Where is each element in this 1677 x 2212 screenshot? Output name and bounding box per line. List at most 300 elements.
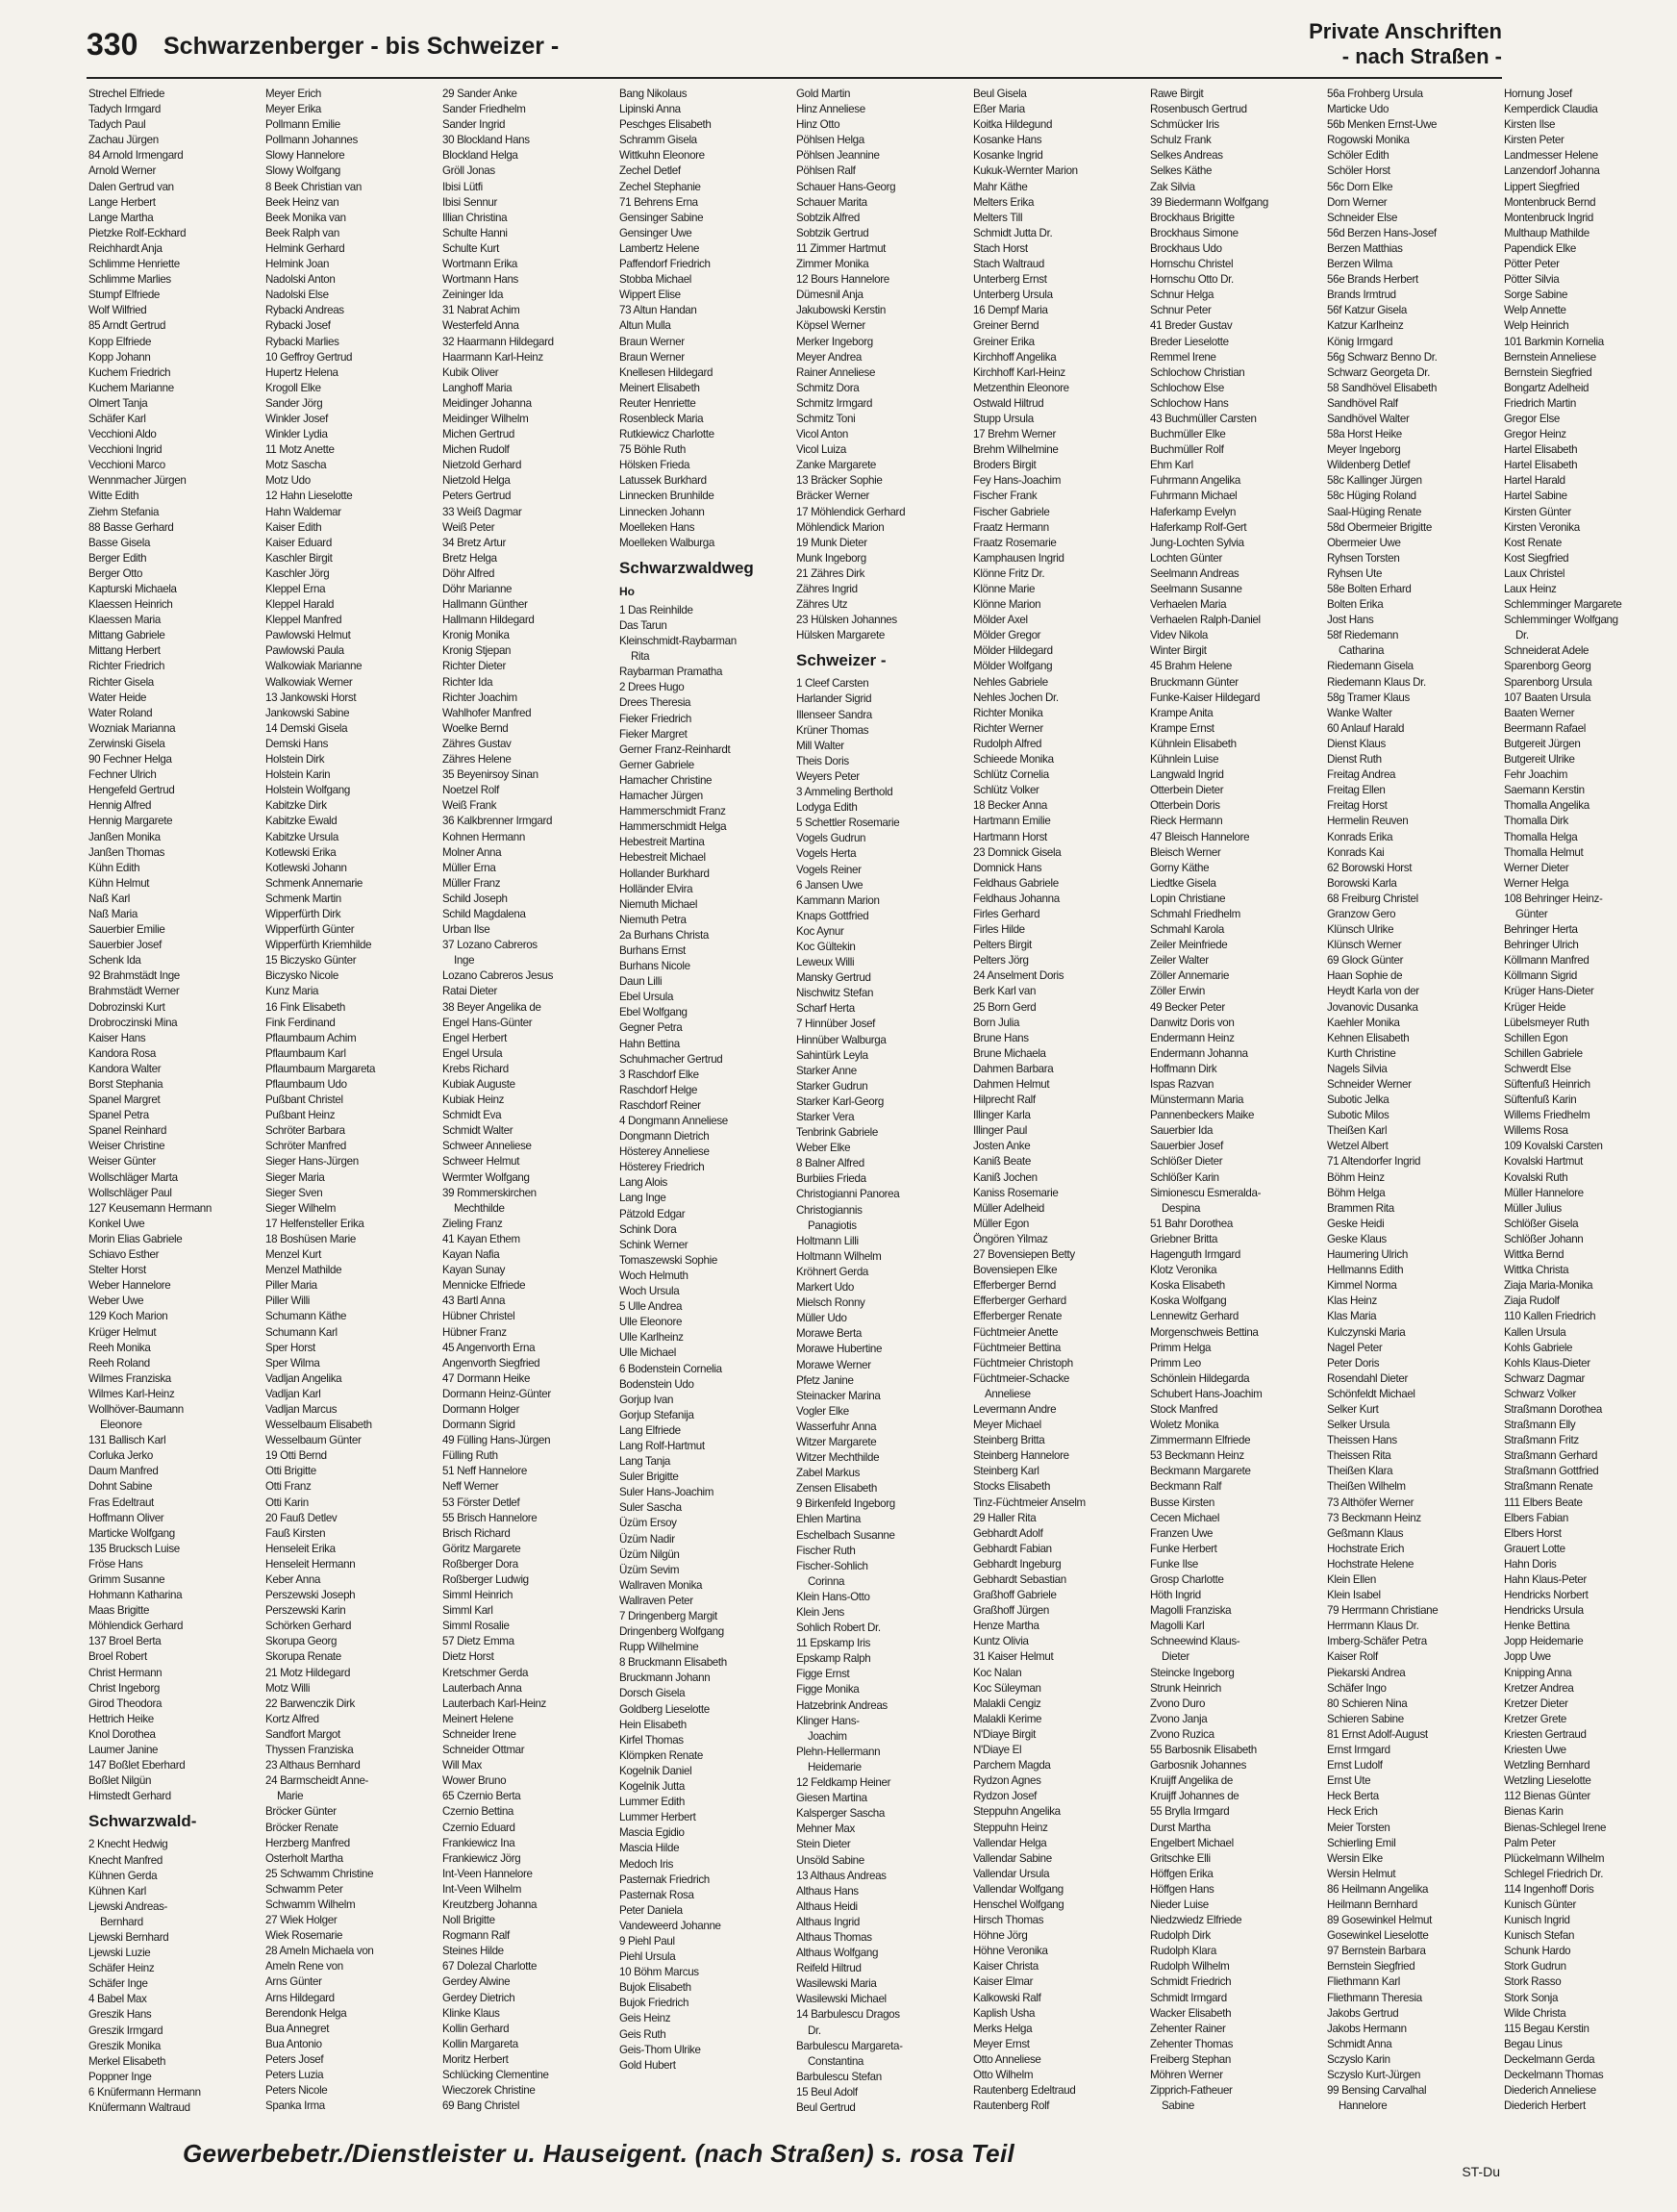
resident-entry: Schlimme Marlies bbox=[88, 273, 171, 287]
resident-entry: Schubert Hans-Joachim bbox=[1150, 1387, 1263, 1400]
resident-entry: 4 Babel Max bbox=[88, 1993, 147, 2006]
resident-entry: Figge Monika bbox=[796, 1683, 860, 1697]
directory-column bbox=[442, 87, 615, 2113]
resident-entry: Slowy Hannelore bbox=[265, 149, 345, 163]
resident-entry: Witte Edith bbox=[88, 490, 139, 503]
resident-entry: Strunk Heinrich bbox=[1150, 1681, 1222, 1695]
resident-entry: Lennewitz Gerhard bbox=[1150, 1310, 1239, 1323]
resident-entry: Wittka Christa bbox=[1504, 1264, 1569, 1277]
resident-entry: Boßlet Nilgün bbox=[88, 1774, 152, 1788]
resident-entry: Schmitz Dora bbox=[796, 381, 860, 394]
resident-entry: Vallendar Ursula bbox=[973, 1867, 1050, 1880]
resident-entry: 31 Nabrat Achim bbox=[442, 304, 520, 317]
resident-entry: 11 Motz Anette bbox=[265, 443, 335, 457]
resident-entry: Wallraven Peter bbox=[619, 1594, 693, 1607]
page-number: 330 bbox=[87, 27, 138, 62]
resident-entry: 45 Angenvorth Erna bbox=[442, 1341, 536, 1354]
resident-entry: 137 Broel Berta bbox=[88, 1635, 162, 1648]
resident-entry: Beckmann Ralf bbox=[1150, 1480, 1222, 1494]
resident-entry: Schneewind Klaus- bbox=[1150, 1635, 1240, 1648]
resident-entry: Ibisi Lütfi bbox=[442, 180, 483, 193]
resident-entry: 7 Hinnüber Josef bbox=[796, 1018, 876, 1031]
resident-entry: Berzen Matthias bbox=[1327, 241, 1403, 255]
resident-entry: Hinnüber Walburga bbox=[796, 1033, 887, 1046]
resident-entry: Willems Friedhelm bbox=[1504, 1109, 1590, 1122]
resident-entry: Melters Erika bbox=[973, 195, 1035, 209]
resident-entry: Schuhmacher Gertrud bbox=[619, 1052, 723, 1066]
resident-entry: Borowski Karla bbox=[1327, 876, 1397, 890]
resident-entry: Müller Erna bbox=[442, 861, 496, 874]
resident-entry: Starker Gudrun bbox=[796, 1079, 868, 1093]
resident-entry: 14 Demski Gisela bbox=[265, 721, 348, 735]
resident-entry: Kapturski Michaela bbox=[88, 583, 177, 595]
resident-entry: Rybacki Andreas bbox=[265, 304, 344, 317]
resident-entry: Krüger Hans-Dieter bbox=[1504, 985, 1594, 998]
resident-entry: Josten Anke bbox=[973, 1140, 1031, 1153]
resident-entry: Kriesten Uwe bbox=[1504, 1744, 1566, 1757]
resident-entry: Hallmann Günther bbox=[442, 598, 528, 612]
resident-entry: Woch Ursula bbox=[619, 1285, 680, 1298]
resident-entry: Meinert Helene bbox=[442, 1712, 513, 1725]
resident-entry: Funke Ilse bbox=[1150, 1557, 1198, 1571]
resident-entry: Kaehler Monika bbox=[1327, 1016, 1400, 1029]
resident-entry: 73 Altun Handan bbox=[619, 304, 697, 317]
resident-entry: Primm Helga bbox=[1150, 1341, 1212, 1354]
resident-entry: Zieling Franz bbox=[442, 1217, 503, 1230]
resident-entry: Theißen Klara bbox=[1327, 1465, 1393, 1478]
resident-entry: Schmidt Eva bbox=[442, 1109, 502, 1122]
resident-entry: Pasternak Friedrich bbox=[619, 1873, 710, 1886]
resident-entry: Peschges Elisabeth bbox=[619, 118, 712, 132]
resident-entry: Merkel Elisabeth bbox=[88, 2054, 166, 2068]
resident-entry: Brune Michaela bbox=[973, 1046, 1046, 1060]
resident-entry: Nietzold Helga bbox=[442, 474, 511, 488]
resident-entry: Graßhoff Gabriele bbox=[973, 1589, 1057, 1602]
resident-entry: Wipperfürth Günter bbox=[265, 923, 355, 937]
resident-entry: Steincke Ingeborg bbox=[1150, 1666, 1235, 1679]
resident-entry: Brands Irmtrud bbox=[1327, 289, 1396, 302]
resident-entry: 4 Dongmann Anneliese bbox=[619, 1115, 728, 1127]
resident-entry: Simionescu Esmeralda- bbox=[1150, 1186, 1262, 1199]
resident-entry: Nietzold Gerhard bbox=[442, 459, 522, 472]
resident-entry: Mill Walter bbox=[796, 739, 844, 752]
resident-entry: 10 Böhm Marcus bbox=[619, 1966, 699, 1979]
resident-entry: Laumer Janine bbox=[88, 1744, 159, 1757]
resident-entry: Suler Brigitte bbox=[619, 1470, 679, 1484]
resident-entry: Schmenk Annemarie bbox=[265, 876, 363, 890]
resident-entry: Schmahl Karola bbox=[1150, 923, 1224, 937]
resident-entry: Zachau Jürgen bbox=[88, 134, 159, 147]
resident-entry: 49 Fülling Hans-Jürgen bbox=[442, 1434, 551, 1447]
resident-entry: Kühn Helmut bbox=[88, 876, 150, 890]
resident-entry: Sandhövel Walter bbox=[1327, 412, 1410, 425]
resident-entry: Kirchhoff Angelika bbox=[973, 350, 1057, 364]
resident-entry: Höhne Veronika bbox=[973, 1945, 1048, 1958]
resident-entry: Schauer Hans-Georg bbox=[796, 180, 896, 193]
resident-entry: Fischer-Sohlich bbox=[796, 1559, 868, 1572]
resident-entry: Engelbert Michael bbox=[1150, 1836, 1234, 1849]
page-range-title: Schwarzenberger - bis Schweizer - bbox=[163, 33, 560, 60]
resident-entry: Krüner Thomas bbox=[796, 723, 869, 737]
resident-entry: Ernst Irmgard bbox=[1327, 1744, 1390, 1757]
resident-entry: Morgenschweis Bettina bbox=[1150, 1325, 1259, 1339]
resident-entry: Kovalski Ruth bbox=[1504, 1170, 1568, 1184]
resident-entry: Engel Ursula bbox=[442, 1046, 503, 1060]
resident-entry: Möhlendick Gerhard bbox=[88, 1620, 184, 1633]
resident-entry: Firles Hilde bbox=[973, 923, 1025, 937]
resident-entry: Haarmann Karl-Heinz bbox=[442, 350, 543, 364]
footer-note: Gewerbebetr./Dienstleister u. Hauseigent. (nach Straßen) s. rosa Teil bbox=[183, 2139, 1014, 2168]
entry-continuation: Dr. bbox=[808, 2023, 821, 2037]
resident-entry: Dienst Ruth bbox=[1327, 753, 1382, 767]
resident-entry: Henseleit Erika bbox=[265, 1542, 336, 1555]
resident-entry: Schöler Horst bbox=[1327, 164, 1390, 178]
resident-entry: Spanel Reinhard bbox=[88, 1124, 167, 1138]
resident-entry: 56a Frohberg Ursula bbox=[1327, 88, 1423, 100]
resident-entry: Kühnen Gerda bbox=[88, 1869, 158, 1882]
resident-entry: Theißen Wilhelm bbox=[1327, 1480, 1406, 1494]
resident-entry: Raschdorf Reiner bbox=[619, 1098, 701, 1112]
resident-entry: Urban Ilse bbox=[442, 923, 490, 937]
resident-entry: Müller Adelheid bbox=[973, 1201, 1045, 1215]
resident-entry: Hein Elisabeth bbox=[619, 1718, 687, 1731]
resident-entry: Paffendorf Friedrich bbox=[619, 258, 711, 271]
resident-entry: Stumpf Elfriede bbox=[88, 289, 161, 302]
resident-entry: Schlücking Clementine bbox=[442, 2069, 549, 2081]
street-heading: Schwarzwaldweg bbox=[619, 558, 754, 577]
resident-entry: Weber Elke bbox=[796, 1142, 851, 1155]
resident-entry: Dormann Sigrid bbox=[442, 1419, 515, 1432]
resident-entry: Ulle Karlheinz bbox=[619, 1331, 684, 1345]
directory-column bbox=[1327, 87, 1500, 2113]
resident-entry: Stein Dieter bbox=[796, 1838, 851, 1851]
resident-entry: Gorny Käthe bbox=[1150, 861, 1210, 874]
resident-entry: Schulte Hanni bbox=[442, 226, 508, 239]
resident-entry: Peters Josef bbox=[265, 2052, 324, 2066]
resident-entry: Marticke Udo bbox=[1327, 103, 1389, 116]
resident-entry: Krampe Anita bbox=[1150, 706, 1214, 719]
resident-entry: Rosendahl Dieter bbox=[1327, 1371, 1408, 1385]
resident-entry: Kortz Alfred bbox=[265, 1712, 319, 1725]
resident-entry: Brockhaus Simone bbox=[1150, 226, 1239, 239]
resident-entry: Hornschu Christel bbox=[1150, 258, 1234, 271]
resident-entry: Schäfer Inge bbox=[88, 1977, 148, 1991]
resident-entry: Peters Nicole bbox=[265, 2084, 328, 2098]
resident-entry: Kleppel Manfred bbox=[265, 614, 342, 627]
resident-entry: Geis Ruth bbox=[619, 2027, 666, 2041]
resident-entry: Hülsken Margarete bbox=[796, 629, 885, 642]
resident-entry: Straßmann Elly bbox=[1504, 1419, 1576, 1432]
resident-entry: Schlochow Christian bbox=[1150, 365, 1245, 379]
resident-entry: Reichhardt Anja bbox=[88, 241, 163, 255]
resident-entry: Sieger Maria bbox=[265, 1170, 325, 1184]
resident-entry: Woelke Bernd bbox=[442, 721, 509, 735]
resident-entry: 55 Brisch Hannelore bbox=[442, 1511, 538, 1524]
resident-entry: Werner Helga bbox=[1504, 876, 1569, 890]
resident-entry: 8 Balner Alfred bbox=[796, 1157, 864, 1170]
resident-entry: Füchtmeier Bettina bbox=[973, 1341, 1062, 1354]
resident-entry: Koska Wolfgang bbox=[1150, 1295, 1227, 1308]
resident-entry: Mielsch Ronny bbox=[796, 1296, 865, 1310]
resident-entry: Hatzebrink Andreas bbox=[796, 1698, 888, 1712]
resident-entry: Kohls Gabriele bbox=[1504, 1341, 1573, 1354]
resident-entry: Schmahl Friedhelm bbox=[1150, 907, 1240, 920]
resident-entry: Hilprecht Ralf bbox=[973, 1093, 1036, 1107]
resident-entry: 8 Beek Christian van bbox=[265, 180, 362, 193]
resident-entry: Straßmann Renate bbox=[1504, 1480, 1593, 1494]
resident-entry: Schönfeldt Michael bbox=[1327, 1387, 1415, 1400]
resident-entry: Nischwitz Stefan bbox=[796, 987, 874, 1000]
resident-entry: Kimmel Norma bbox=[1327, 1279, 1397, 1293]
resident-entry: Wasserfuhr Anna bbox=[796, 1420, 877, 1433]
resident-entry: Engel Herbert bbox=[442, 1031, 507, 1044]
resident-entry: Jost Hans bbox=[1327, 614, 1374, 627]
resident-entry: Bujok Friedrich bbox=[619, 1997, 689, 2010]
resident-entry: Rosenbleck Maria bbox=[619, 412, 704, 425]
resident-entry: Welp Heinrich bbox=[1504, 319, 1569, 333]
resident-entry: Hahn Waldemar bbox=[265, 505, 341, 518]
resident-entry: Altun Mulla bbox=[619, 319, 671, 333]
resident-entry: Subotic Milos bbox=[1327, 1109, 1389, 1122]
resident-entry: Fechner Ulrich bbox=[88, 768, 157, 782]
resident-entry: Woletz Monika bbox=[1150, 1419, 1219, 1432]
resident-entry: Schwarz Dagmar bbox=[1504, 1371, 1586, 1385]
street-heading: Schweizer - bbox=[796, 651, 887, 670]
resident-entry: 47 Bleisch Hannelore bbox=[1150, 830, 1250, 843]
resident-entry: Koska Elisabeth bbox=[1150, 1279, 1225, 1293]
resident-entry: Braun Werner bbox=[619, 350, 685, 364]
resident-entry: Beek Monika van bbox=[265, 211, 346, 224]
resident-entry: Morin Elias Gabriele bbox=[88, 1232, 183, 1245]
resident-entry: Reifeld Hiltrud bbox=[796, 1962, 862, 1975]
resident-entry: Gebhardt Sebastian bbox=[973, 1573, 1066, 1586]
resident-entry: 3 Raschdorf Elke bbox=[619, 1068, 699, 1081]
resident-entry: Woch Helmuth bbox=[619, 1269, 688, 1282]
resident-entry: Wilmes Karl-Heinz bbox=[88, 1387, 175, 1400]
resident-entry: Schmidt Anna bbox=[1327, 2037, 1392, 2050]
resident-entry: Kandora Rosa bbox=[88, 1046, 156, 1060]
resident-entry: Roßberger Dora bbox=[442, 1557, 518, 1571]
resident-entry: Schillen Egon bbox=[1504, 1031, 1568, 1044]
resident-entry: Tadych Paul bbox=[88, 118, 146, 132]
resident-entry: Rawe Birgit bbox=[1150, 88, 1204, 100]
resident-entry: Kogelnik Daniel bbox=[619, 1764, 692, 1777]
resident-entry: Heck Erich bbox=[1327, 1805, 1378, 1819]
resident-entry: Bruckmann Johann bbox=[619, 1672, 711, 1685]
resident-entry: 114 Ingenhoff Doris bbox=[1504, 1882, 1594, 1896]
resident-entry: 115 Begau Kerstin bbox=[1504, 2022, 1589, 2035]
resident-entry: Brehm Wilhelmine bbox=[973, 443, 1059, 457]
resident-entry: 73 Althöfer Werner bbox=[1327, 1496, 1414, 1509]
resident-entry: Morawe Berta bbox=[796, 1327, 862, 1341]
resident-entry: Laux Heinz bbox=[1504, 583, 1557, 595]
resident-entry: Kaplish Usha bbox=[973, 2006, 1036, 2020]
resident-entry: Wiek Rosemarie bbox=[265, 1929, 343, 1943]
resident-entry: Nadolski Anton bbox=[265, 273, 336, 287]
resident-entry: Hahn Doris bbox=[1504, 1557, 1557, 1571]
resident-entry: Klaessen Heinrich bbox=[88, 598, 173, 612]
resident-entry: Magolli Karl bbox=[1150, 1620, 1205, 1633]
resident-entry: Kubiak Auguste bbox=[442, 1078, 515, 1091]
resident-entry: Gensinger Sabine bbox=[619, 211, 704, 224]
resident-entry: Hennig Alfred bbox=[88, 799, 152, 813]
resident-entry: Fuhrmann Angelika bbox=[1150, 474, 1240, 488]
resident-entry: Otti Franz bbox=[265, 1480, 312, 1494]
resident-entry: Althaus Wolfgang bbox=[796, 1947, 879, 1960]
resident-entry: Langhoff Maria bbox=[442, 381, 513, 394]
resident-entry: Freiberg Stephan bbox=[1150, 2052, 1231, 2066]
resident-entry: Schmitz Irmgard bbox=[796, 396, 873, 410]
resident-entry: Herrmann Klaus Dr. bbox=[1327, 1620, 1419, 1633]
resident-entry: 39 Biedermann Wolfgang bbox=[1150, 195, 1268, 209]
resident-entry: Moritz Herbert bbox=[442, 2052, 509, 2066]
resident-entry: Müller Egon bbox=[973, 1217, 1030, 1230]
resident-entry: Franzen Uwe bbox=[1150, 1526, 1214, 1540]
resident-entry: Elbers Horst bbox=[1504, 1526, 1562, 1540]
resident-entry: Schlimme Henriette bbox=[88, 258, 180, 271]
resident-entry: Stach Horst bbox=[973, 241, 1028, 255]
resident-entry: Bua Antonio bbox=[265, 2037, 322, 2050]
resident-entry: Schneiderat Adele bbox=[1504, 644, 1589, 658]
resident-entry: Weber Uwe bbox=[88, 1295, 144, 1308]
resident-entry: Kühnen Karl bbox=[88, 1884, 146, 1898]
resident-entry: 135 Brucksch Luise bbox=[88, 1542, 180, 1555]
resident-entry: Biczysko Nicole bbox=[265, 969, 338, 983]
resident-entry: Schlochow Hans bbox=[1150, 396, 1229, 410]
resident-entry: Nehles Gabriele bbox=[973, 675, 1048, 689]
resident-entry: Thyssen Franziska bbox=[265, 1744, 354, 1757]
resident-entry: Multhaup Mathilde bbox=[1504, 226, 1589, 239]
resident-entry: Kosanke Ingrid bbox=[973, 149, 1043, 163]
resident-entry: 25 Born Gerd bbox=[973, 1000, 1037, 1014]
resident-entry: Sohlich Robert Dr. bbox=[796, 1621, 881, 1635]
resident-entry: 111 Elbers Beate bbox=[1504, 1496, 1583, 1509]
entry-continuation: Constantina bbox=[808, 2054, 864, 2068]
resident-entry: Kayan Sunay bbox=[442, 1264, 506, 1277]
resident-entry: Beul Gisela bbox=[973, 88, 1027, 100]
resident-entry: Höhne Jörg bbox=[973, 1929, 1028, 1943]
resident-entry: Elbers Fabian bbox=[1504, 1511, 1568, 1524]
resident-entry: 27 Wiek Holger bbox=[265, 1914, 338, 1927]
resident-entry: Naß Maria bbox=[88, 907, 138, 920]
resident-entry: Grosp Charlotte bbox=[1150, 1573, 1224, 1586]
resident-entry: Lummer Edith bbox=[619, 1796, 685, 1809]
resident-entry: Dobrozinski Kurt bbox=[88, 1000, 165, 1014]
resident-entry: Sauerbier Josef bbox=[88, 939, 162, 952]
resident-entry: Schillen Gabriele bbox=[1504, 1046, 1583, 1060]
resident-entry: 112 Bienas Günter bbox=[1504, 1790, 1590, 1803]
resident-entry: Kost Siegfried bbox=[1504, 551, 1569, 565]
resident-entry: Möhlendick Marion bbox=[796, 520, 885, 534]
resident-entry: 127 Keusemann Hermann bbox=[88, 1201, 212, 1215]
resident-entry: Schink Dora bbox=[619, 1222, 677, 1236]
resident-entry: Sper Wilma bbox=[265, 1356, 320, 1370]
resident-entry: Ebel Wolfgang bbox=[619, 1006, 688, 1019]
resident-entry: Wollschläger Marta bbox=[88, 1170, 178, 1184]
resident-entry: Vallendar Wolfgang bbox=[973, 1882, 1064, 1896]
resident-entry: Otterbein Dieter bbox=[1150, 784, 1224, 797]
resident-entry: Begau Linus bbox=[1504, 2037, 1563, 2050]
resident-entry: Behringer Herta bbox=[1504, 923, 1578, 937]
resident-entry: Selker Kurt bbox=[1327, 1402, 1379, 1416]
resident-entry: 129 Koch Marion bbox=[88, 1310, 168, 1323]
resident-entry: Ameln Rene von bbox=[265, 1960, 343, 1973]
resident-entry: Sorge Sabine bbox=[1504, 289, 1568, 302]
resident-entry: Bräcker Werner bbox=[796, 490, 870, 503]
resident-entry: Steinberg Karl bbox=[973, 1465, 1039, 1478]
resident-entry: Blockland Helga bbox=[442, 149, 518, 163]
resident-entry: Hengefeld Gertrud bbox=[88, 784, 175, 797]
resident-entry: Kaiser Elmar bbox=[973, 1975, 1034, 1989]
resident-entry: Böhm Heinz bbox=[1327, 1170, 1385, 1184]
resident-entry: Stupp Ursula bbox=[973, 412, 1034, 425]
entry-continuation: Günter bbox=[1515, 907, 1548, 920]
resident-entry: Kuchem Friedrich bbox=[88, 365, 171, 379]
resident-entry: Holtmann Lilli bbox=[796, 1234, 859, 1247]
resident-entry: Üzüm Nadir bbox=[619, 1532, 675, 1546]
resident-entry: Otto Wilhelm bbox=[973, 2069, 1034, 2081]
resident-entry: Water Heide bbox=[88, 691, 147, 704]
resident-entry: 68 Freiburg Christel bbox=[1327, 892, 1418, 905]
resident-entry: Kubiak Heinz bbox=[442, 1093, 505, 1107]
resident-entry: Hebestreit Martina bbox=[619, 836, 705, 849]
resident-entry: Müller Udo bbox=[796, 1312, 847, 1325]
resident-entry: 12 Bours Hannelore bbox=[796, 273, 889, 287]
resident-entry: Bröcker Renate bbox=[265, 1821, 338, 1834]
resident-entry: Selkes Käthe bbox=[1150, 164, 1213, 178]
resident-entry: Cecen Michael bbox=[1150, 1511, 1220, 1524]
resident-entry: Mehner Max bbox=[796, 1822, 855, 1836]
resident-entry: Greszik Hans bbox=[88, 2008, 152, 2022]
resident-entry: Ryhsen Ute bbox=[1327, 566, 1383, 580]
entry-continuation: Bernhard bbox=[100, 1915, 143, 1928]
resident-entry: 2 Drees Hugo bbox=[619, 681, 685, 694]
resident-entry: Hirsch Thomas bbox=[973, 1914, 1044, 1927]
resident-entry: Kleppel Harald bbox=[265, 598, 335, 612]
resident-entry: Perszewski Joseph bbox=[265, 1589, 356, 1602]
resident-entry: Rogowski Monika bbox=[1327, 134, 1410, 147]
resident-entry: 6 Bodenstein Cornelia bbox=[619, 1362, 722, 1375]
resident-entry: 8 Bruckmann Elisabeth bbox=[619, 1656, 727, 1670]
resident-entry: Otterbein Doris bbox=[1150, 799, 1220, 813]
resident-entry: Greiner Bernd bbox=[973, 319, 1039, 333]
resident-entry: Lummer Herbert bbox=[619, 1811, 696, 1824]
resident-entry: Himstedt Gerhard bbox=[88, 1790, 171, 1803]
resident-entry: Metzenthin Eleonore bbox=[973, 381, 1069, 394]
resident-entry: Arns Hildegard bbox=[265, 1991, 335, 2004]
resident-entry: Corluka Jerko bbox=[88, 1449, 153, 1463]
entry-continuation: Eleonore bbox=[100, 1419, 142, 1432]
resident-entry: Straßmann Fritz bbox=[1504, 1434, 1579, 1447]
resident-entry: Jovanovic Dusanka bbox=[1327, 1000, 1418, 1014]
resident-entry: 65 Czernio Berta bbox=[442, 1790, 521, 1803]
resident-entry: Grimm Susanne bbox=[88, 1573, 165, 1586]
resident-entry: Köpsel Werner bbox=[796, 319, 865, 333]
resident-entry: 51 Bahr Dorothea bbox=[1150, 1217, 1233, 1230]
resident-entry: Kurth Christine bbox=[1327, 1046, 1396, 1060]
resident-entry: Zimmermann Elfriede bbox=[1150, 1434, 1251, 1447]
resident-entry: Strechel Elfriede bbox=[88, 88, 165, 100]
directory-column bbox=[88, 87, 262, 2114]
resident-entry: Busse Kirsten bbox=[1150, 1496, 1214, 1509]
resident-entry: Schweer Helmut bbox=[442, 1155, 520, 1169]
resident-entry: Noetzel Rolf bbox=[442, 784, 499, 797]
resident-entry: Willems Rosa bbox=[1504, 1124, 1568, 1138]
resident-entry: Sieger Wilhelm bbox=[265, 1201, 337, 1215]
resident-entry: Lang Elfriede bbox=[619, 1423, 681, 1437]
resident-entry: Selker Ursula bbox=[1327, 1419, 1390, 1432]
resident-entry: Fras Edeltraut bbox=[88, 1496, 154, 1509]
